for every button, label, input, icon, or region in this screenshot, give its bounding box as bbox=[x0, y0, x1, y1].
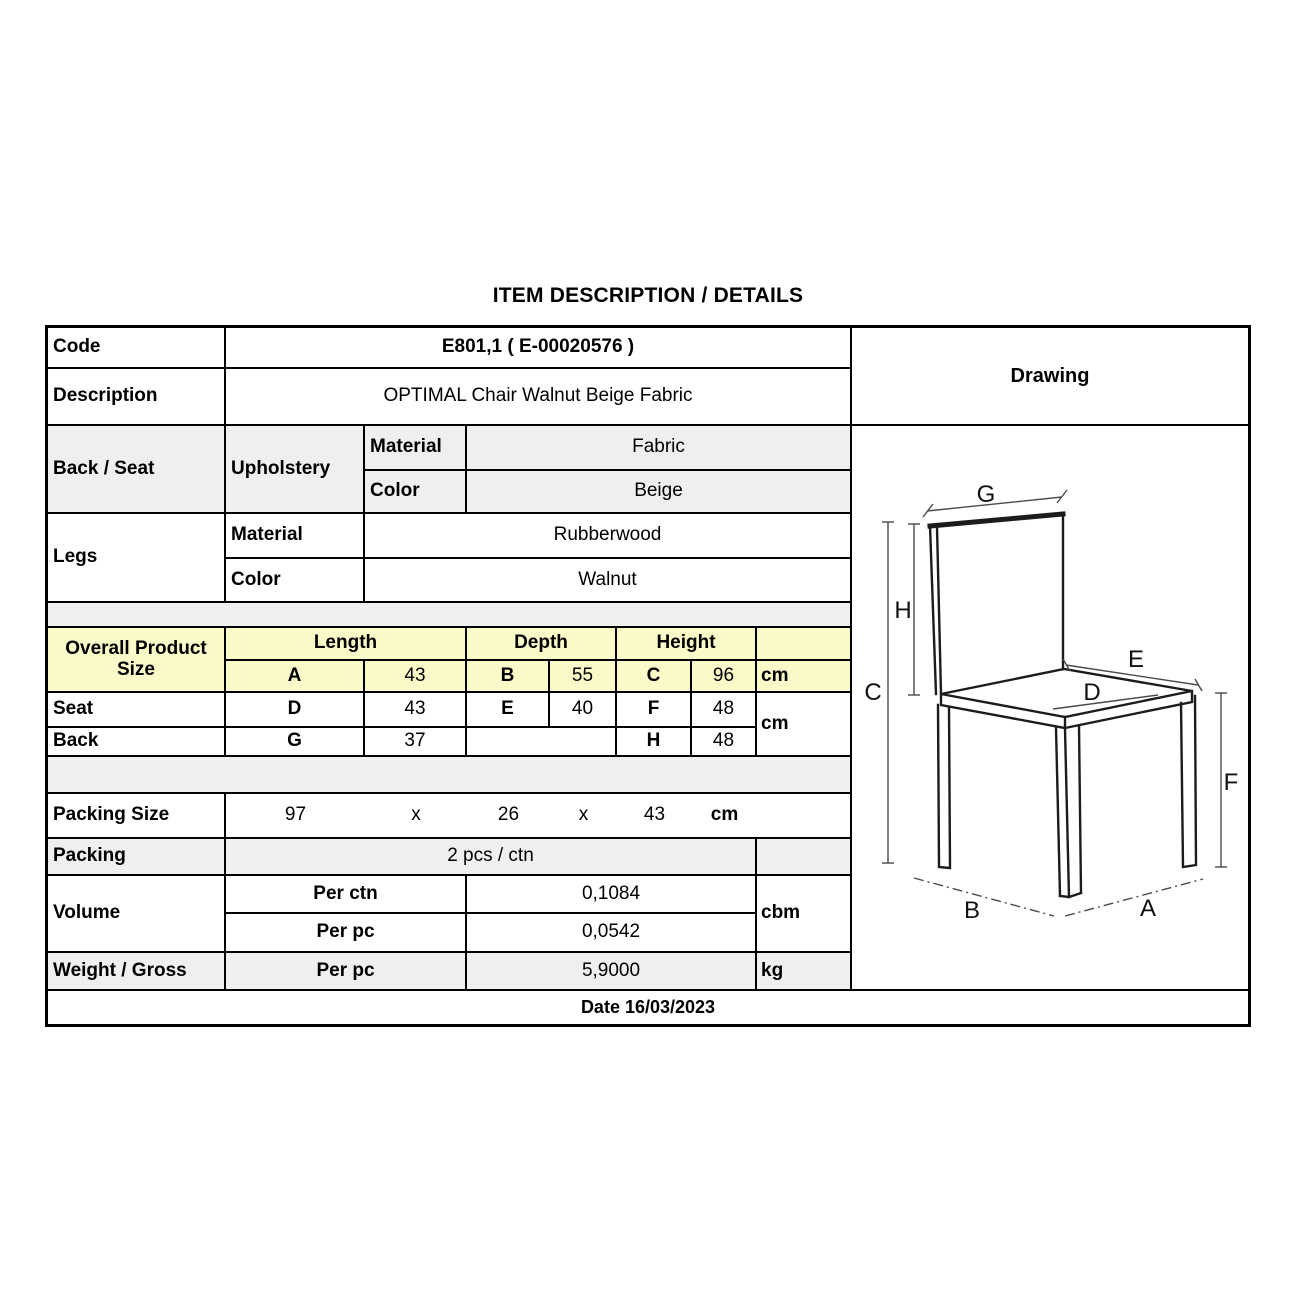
weight-unit: kg bbox=[757, 953, 852, 991]
drawing-header: Drawing bbox=[852, 328, 1248, 426]
back-seat-label: Back / Seat bbox=[48, 426, 226, 514]
depth-header: Depth bbox=[467, 628, 617, 661]
drawing-dim-d: D bbox=[1083, 679, 1101, 706]
dim-h-value: 48 bbox=[692, 728, 757, 757]
dim-a-label: A bbox=[226, 661, 365, 693]
packing-size-v1: 97 bbox=[284, 804, 307, 826]
upholstery-material-value: Fabric bbox=[467, 426, 852, 471]
packing-value: 2 pcs / ctn bbox=[226, 839, 757, 876]
dim-f-label: F bbox=[617, 693, 692, 728]
back-depth-empty bbox=[467, 728, 617, 757]
dim-f-value: 48 bbox=[692, 693, 757, 728]
spec-table-left bbox=[48, 328, 852, 991]
chair-drawing bbox=[852, 426, 1248, 989]
weight-per-pc-value: 5,9000 bbox=[467, 953, 757, 991]
separator-band-1 bbox=[48, 603, 852, 628]
drawing-dim-h: H bbox=[894, 597, 912, 624]
weight-per-pc-label: Per pc bbox=[226, 953, 467, 991]
upholstery-color-value: Beige bbox=[467, 471, 852, 514]
weight-label: Weight / Gross bbox=[48, 953, 226, 991]
upholstery-material-label: Material bbox=[365, 426, 467, 471]
size-header-empty bbox=[757, 628, 852, 661]
overall-unit: cm bbox=[757, 661, 852, 693]
legs-material-value: Rubberwood bbox=[365, 514, 852, 559]
dim-c-value: 96 bbox=[692, 661, 757, 693]
drawing-dim-c: C bbox=[864, 679, 882, 706]
drawing-dim-b: B bbox=[963, 897, 981, 924]
volume-unit: cbm bbox=[757, 876, 852, 953]
dim-h-label: H bbox=[617, 728, 692, 757]
seat-label: Seat bbox=[48, 693, 226, 728]
packing-empty bbox=[757, 839, 852, 876]
height-header: Height bbox=[617, 628, 757, 661]
packing-size-value bbox=[226, 794, 852, 839]
drawing-area bbox=[852, 426, 1248, 991]
code-label: Code bbox=[48, 328, 226, 369]
drawing-dim-a: A bbox=[1139, 895, 1157, 922]
packing-size-label: Packing Size bbox=[48, 794, 226, 839]
drawing-dim-g: G bbox=[976, 481, 996, 508]
packing-label: Packing bbox=[48, 839, 226, 876]
page-title: ITEM DESCRIPTION / DETAILS bbox=[492, 284, 804, 307]
overall-size-label: Overall Product Size bbox=[48, 628, 226, 693]
packing-size-unit: cm bbox=[710, 804, 739, 826]
upholstery-color-label: Color bbox=[365, 471, 467, 514]
dim-a-value: 43 bbox=[365, 661, 467, 693]
dim-d-label: D bbox=[226, 693, 365, 728]
volume-per-pc-value: 0,0542 bbox=[467, 914, 757, 953]
volume-per-ctn-value: 0,1084 bbox=[467, 876, 757, 914]
separator-band-2 bbox=[48, 757, 852, 794]
legs-color-label: Color bbox=[226, 559, 365, 603]
dim-b-value: 55 bbox=[550, 661, 617, 693]
dim-b-label: B bbox=[467, 661, 550, 693]
packing-size-sep2: x bbox=[578, 804, 589, 826]
upholstery-label: Upholstery bbox=[226, 426, 365, 514]
dim-e-value: 40 bbox=[550, 693, 617, 728]
length-header: Length bbox=[226, 628, 467, 661]
date-row: Date 16/03/2023 bbox=[580, 997, 716, 1017]
packing-size-v2: 26 bbox=[497, 804, 520, 826]
legs-color-value: Walnut bbox=[365, 559, 852, 603]
seat-back-unit: cm bbox=[757, 693, 852, 757]
volume-per-ctn-label: Per ctn bbox=[226, 876, 467, 914]
volume-per-pc-label: Per pc bbox=[226, 914, 467, 953]
packing-size-v3: 43 bbox=[643, 804, 666, 826]
spec-table bbox=[45, 325, 1251, 1027]
volume-label: Volume bbox=[48, 876, 226, 953]
description-label: Description bbox=[48, 369, 226, 426]
legs-material-label: Material bbox=[226, 514, 365, 559]
back-label: Back bbox=[48, 728, 226, 757]
packing-size-sep1: x bbox=[411, 804, 421, 826]
dim-e-label: E bbox=[467, 693, 550, 728]
dim-g-label: G bbox=[226, 728, 365, 757]
drawing-dim-e: E bbox=[1127, 646, 1145, 673]
dim-g-value: 37 bbox=[365, 728, 467, 757]
drawing-dim-f: F bbox=[1223, 769, 1239, 796]
dim-d-value: 43 bbox=[365, 693, 467, 728]
legs-label: Legs bbox=[48, 514, 226, 603]
description-value: OPTIMAL Chair Walnut Beige Fabric bbox=[226, 369, 852, 426]
drawing-column bbox=[852, 328, 1248, 991]
code-value: E801,1 ( E-00020576 ) bbox=[226, 328, 852, 369]
dim-c-label: C bbox=[617, 661, 692, 693]
